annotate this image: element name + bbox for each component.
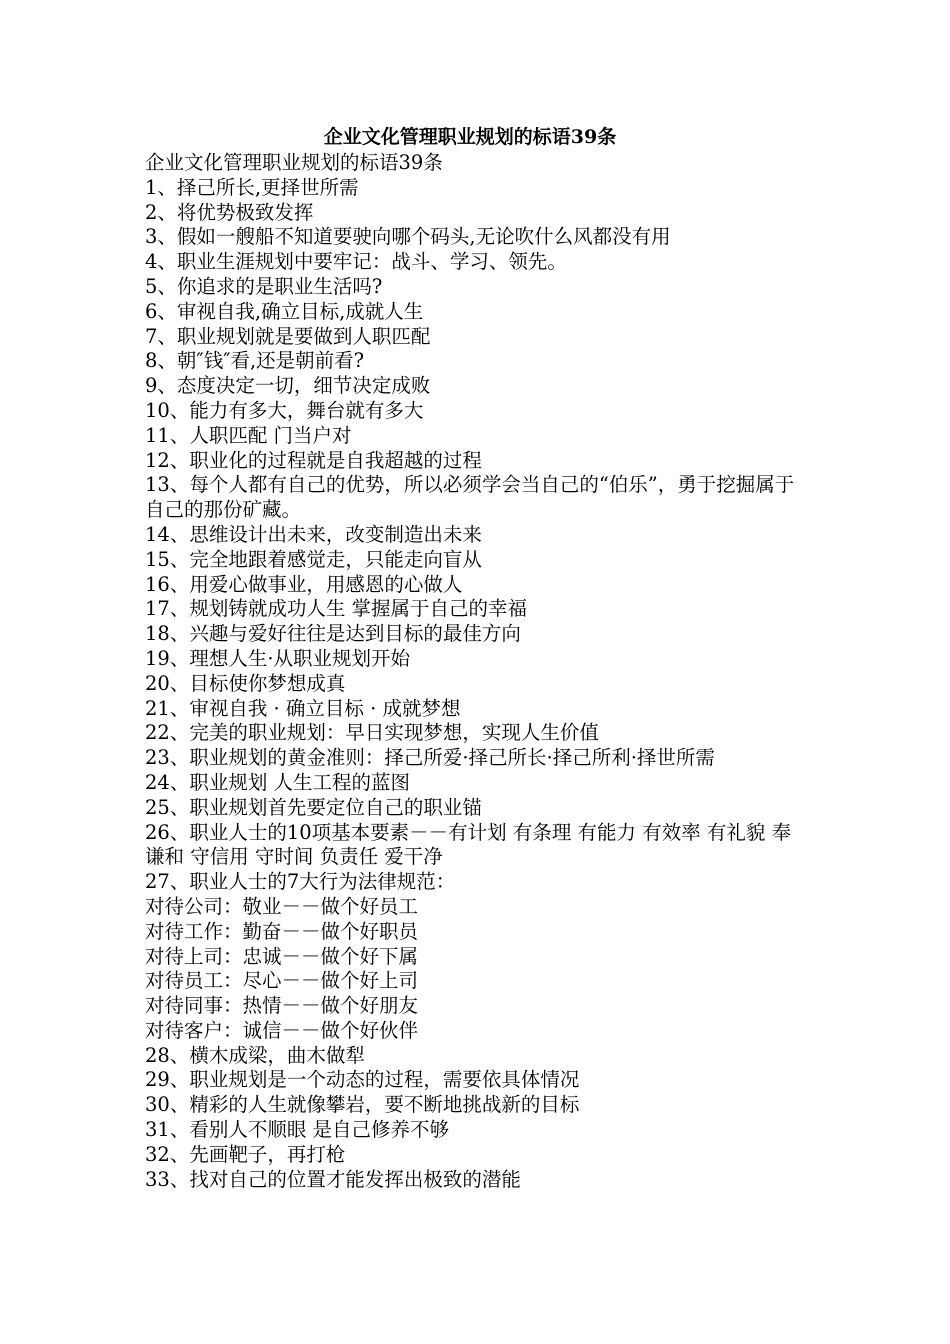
paragraph-line: 1、择己所长,更择世所需 bbox=[145, 175, 359, 199]
paragraph-line: 25、职业规划首先要定位自己的职业锚 bbox=[145, 795, 482, 819]
paragraph-line: 10、能力有多大，舞台就有多大 bbox=[145, 398, 424, 422]
paragraph-line: 对待员工：尽心－－做个好上司 bbox=[145, 969, 419, 993]
paragraph-line: 26、职业人士的10项基本要素－－有计划 有条理 有能力 有效率 有礼貌 奉谦和 守信用 守时间 负责任 爱干净 bbox=[145, 820, 792, 869]
paragraph-line: 对待客户：诚信－－做个好伙伴 bbox=[145, 1018, 419, 1042]
paragraph-line: 28、横木成梁，曲木做犁 bbox=[145, 1043, 365, 1067]
paragraph-line: 19、理想人生·从职业规划开始 bbox=[145, 646, 411, 670]
paragraph-line: 33、找对自己的位置才能发挥出极致的潜能 bbox=[145, 1167, 521, 1191]
paragraph-line: 32、先画靶子，再打枪 bbox=[145, 1142, 346, 1166]
paragraph-line: 4、职业生涯规划中要牢记：战斗、学习、领先。 bbox=[145, 250, 567, 274]
paragraph-line: 9、态度决定一切，细节决定成败 bbox=[145, 374, 431, 398]
paragraph-line: 16、用爱心做事业，用感恩的心做人 bbox=[145, 572, 463, 596]
paragraph-line: 11、人职匹配 门当户对 bbox=[145, 423, 352, 447]
paragraph-line: 对待工作：勤奋－－做个好职员 bbox=[145, 919, 419, 943]
paragraph-line: 企业文化管理职业规划的标语39条 bbox=[145, 151, 443, 174]
paragraph-line: 29、职业规划是一个动态的过程，需要依具体情况 bbox=[145, 1068, 580, 1092]
document-title: 企业文化管理职业规划的标语39条 bbox=[323, 126, 617, 148]
paragraph-line: 15、完全地跟着感觉走，只能走向盲从 bbox=[145, 547, 482, 571]
paragraph-line: 18、兴趣与爱好往往是达到目标的最佳方向 bbox=[145, 622, 521, 646]
paragraph-line: 13、每个人都有自己的优势，所以必须学会当自己的“伯乐”，勇于挖掘属于自己的那份矿藏。 bbox=[145, 473, 795, 522]
paragraph-line: 对待上司：忠诚－－做个好下属 bbox=[145, 944, 419, 968]
paragraph-line: 17、规划铸就成功人生 掌握属于自己的幸福 bbox=[145, 597, 528, 621]
paragraph-line: 7、职业规划就是要做到人职匹配 bbox=[145, 324, 431, 348]
paragraph-line: 21、审视自我 · 确立目标 · 成就梦想 bbox=[145, 696, 461, 720]
paragraph-line: 2、将优势极致发挥 bbox=[145, 200, 314, 224]
paragraph-line: 27、职业人士的7大行为法律规范： bbox=[145, 870, 456, 894]
document-body bbox=[145, 151, 795, 1192]
paragraph-line: 3、假如一艘船不知道要驶向哪个码头,无论吹什么风都没有用 bbox=[145, 225, 671, 249]
paragraph-line: 23、职业规划的黄金准则：择己所爱·择己所长·择己所利·择世所需 bbox=[145, 746, 715, 770]
paragraph-line: 22、完美的职业规划：早日实现梦想，实现人生价值 bbox=[145, 721, 599, 745]
paragraph-line: 20、目标使你梦想成真 bbox=[145, 671, 346, 695]
paragraph-line: 6、审视自我,确立目标,成就人生 bbox=[145, 299, 424, 323]
paragraph-line: 30、精彩的人生就像攀岩，要不断地挑战新的目标 bbox=[145, 1093, 580, 1117]
paragraph-line: 5、你追求的是职业生活吗? bbox=[145, 274, 383, 298]
paragraph-line: 对待同事：热情－－做个好朋友 bbox=[145, 994, 419, 1018]
paragraph-line: 对待公司：敬业－－做个好员工 bbox=[145, 894, 419, 918]
document-page bbox=[145, 123, 795, 1192]
paragraph-line: 31、看别人不顺眼 是自己修养不够 bbox=[145, 1118, 450, 1142]
paragraph-line: 8、朝″钱″看,还是朝前看? bbox=[145, 349, 365, 373]
paragraph-line: 24、职业规划 人生工程的蓝图 bbox=[145, 770, 411, 794]
paragraph-line: 12、职业化的过程就是自我超越的过程 bbox=[145, 448, 482, 472]
paragraph-line: 14、思维设计出未来，改变制造出未来 bbox=[145, 522, 482, 546]
